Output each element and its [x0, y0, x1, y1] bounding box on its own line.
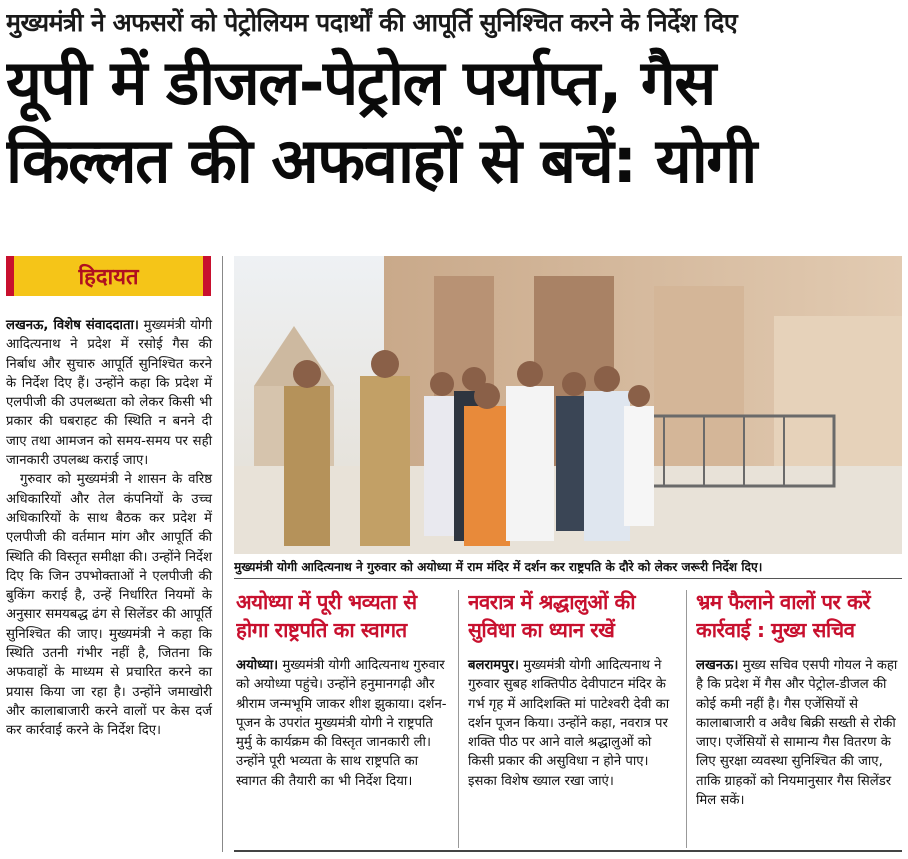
story-chief-secretary-body: [696, 656, 902, 810]
story-divider-2: [686, 590, 687, 848]
story-ayodhya-dateline: अयोध्या।: [236, 658, 279, 673]
story-balrampur-body: [468, 656, 676, 791]
main-story-dateline: लखनऊ, विशेष संवाददाता।: [6, 318, 139, 333]
main-story-text-1: मुख्यमंत्री योगी आदित्यनाथ ने प्रदेश में रसोई गैस की निर्बाध और सुचारु आपूर्ति सुनिश्चित करने के निर्देश दिए हैं। उन्होंने कहा कि प्रदेश में एलपीजी की उपलब्धता को लेकर किसी भी प्रकार की घबराहट की स्थिति न बनने दी जाए तथा आमजन को समय-समय पर सही जानकारी उपलब्ध कराई जाए।: [6, 318, 212, 469]
story-chief-secretary-headline: [696, 588, 902, 644]
story-balrampur-dateline: बलरामपुर।: [468, 658, 520, 673]
headline-line-2: किल्लत की अफवाहों से बचें: योगी: [6, 124, 756, 197]
story-ayodhya-text: मुख्यमंत्री योगी आदित्यनाथ गुरुवार को अयोध्या पहुंचे। उन्होंने हनुमानगढ़ी और श्रीराम जन्मभूमि जाकर शीश झुकाया। दर्शन-पूजन के उपरांत मुख्यमंत्री योगी ने राष्ट्रपति मुर्मु के कार्यक्रम की विस्तृत जानकारी ली। उन्होंने पूरी भव्यता के साथ राष्ट्रपति का स्वागत की तैयारी का भी निर्देश दिया।: [236, 658, 447, 789]
main-story-body: [6, 316, 212, 741]
story-divider-1: [458, 590, 459, 848]
story-balrampur-headline: [468, 588, 676, 644]
story-chief-secretary-text: मुख्य सचिव एसपी गोयल ने कहा है कि प्रदेश में गैस और पेट्रोल-डीजल की कोई कमी नहीं है। गैस एजेंसियों से कालाबाजारी व अवैध बिक्री सख्ती से रोकी जाए। एजेंसियों से सामान्य गैस वितरण के लिए सुरक्षा व्यवस्था सुनिश्चित की जाए, ताकि ग्राहकों को नियमानुसार गैस सिलेंडर मिल सकें।: [696, 658, 898, 809]
kicker-line: मुख्यमंत्री ने अफसरों को पेट्रोलियम पदार्थों की आपूर्ति सुनिश्चित करने के निर्देश दिए: [6, 8, 738, 37]
story-balrampur: [468, 588, 676, 850]
main-story-para-1: [6, 316, 212, 470]
section-tag: हिदायत: [6, 256, 211, 296]
story-ayodhya-headline: [236, 588, 448, 644]
story-ayodhya-body: [236, 656, 448, 791]
story-balrampur-headline-text: नवरात्र में श्रद्धालुओं की सुविधा का ध्यान रखें: [468, 590, 636, 642]
story-ayodhya: [236, 588, 448, 850]
main-story-para-2: गुरुवार को मुख्यमंत्री ने शासन के वरिष्ठ अधिकारियों और तेल कंपनियों के उच्च अधिकारियों के साथ बैठक कर प्रदेश में एलपीजी की वर्तमान मांग और आपूर्ति की स्थिति की विस्तृत समीक्षा की। उन्होंने निर्देश दिए कि जिन उपभोक्ताओं ने एलपीजी की बुकिंग कराई है, उन्हें निर्धारित नियमों के अनुसार समयबद्ध ढंग से सिलेंडर की आपूर्ति सुनिश्चित की जाए। मुख्यमंत्री ने कहा कि स्थिति उतनी गंभीर नहीं है, जितना कि अफवाहों के माध्यम से प्रचारित करने का प्रयास किया जा रहा है। उन्होंने जमाखोरी और कालाबाजारी करने वालों पर केस दर्ज कर कार्रवाई करने के निर्देश दिए।: [6, 472, 212, 739]
column-divider: [222, 256, 223, 852]
story-balrampur-text: मुख्यमंत्री योगी आदित्यनाथ ने गुरुवार सुबह शक्तिपीठ देवीपाटन मंदिर के गर्भ गृह में आदिशक्ति मां पाटेश्वरी देवी का दर्शन पूजन किया। उन्होंने कहा, नवरात्र पर शक्ति पीठ पर आने वाले श्रद्धालुओं को किसी प्रकार की असुविधा न होने पाए। इसका विशेष ख्याल रखा जाएं।: [468, 658, 670, 789]
story-chief-secretary: [696, 588, 902, 850]
story-chief-secretary-headline-text: भ्रम फैलाने वालों पर करें कार्रवाई : मुख्य सचिव: [696, 590, 871, 642]
headline-line-1: यूपी में डीजल-पेट्रोल पर्याप्त, गैस: [6, 46, 715, 119]
bottom-rule: [234, 850, 902, 852]
story-ayodhya-headline-text: अयोध्या में पूरी भव्यता से होगा राष्ट्रपति का स्वागत: [236, 590, 417, 642]
story-chief-secretary-dateline: लखनऊ।: [696, 658, 739, 673]
main-headline: [6, 44, 902, 200]
photo-caption: मुख्यमंत्री योगी आदित्यनाथ ने गुरुवार को अयोध्या में राम मंदिर में दर्शन कर राष्ट्रपति के दौरे को लेकर जरूरी निर्देश दिए।: [234, 555, 902, 579]
news-photo: [234, 256, 902, 554]
